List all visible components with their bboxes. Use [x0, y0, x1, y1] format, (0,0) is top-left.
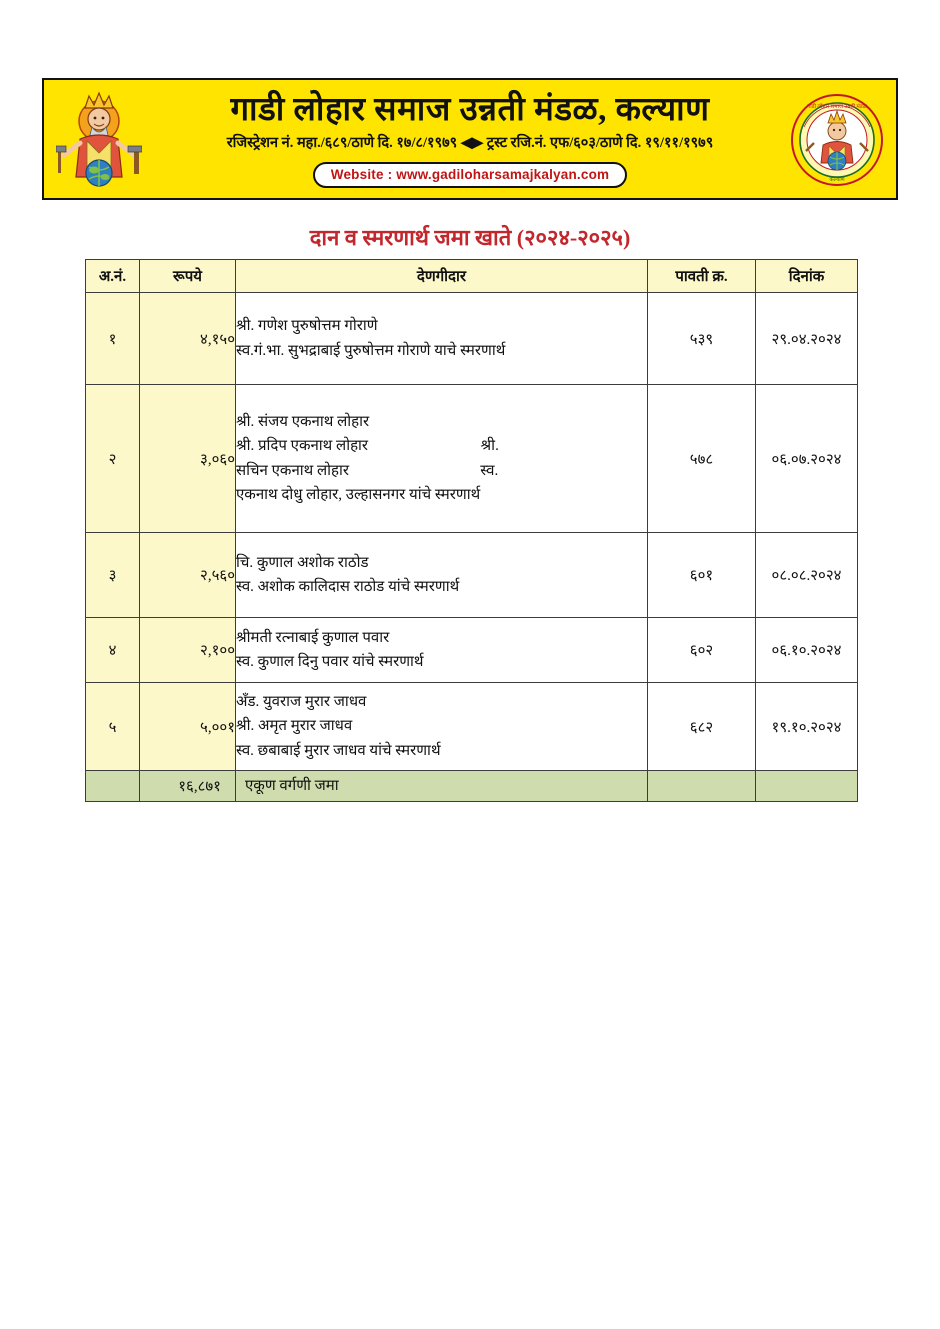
donor-line: चि. कुणाल अशोक राठोड [236, 554, 369, 571]
column-header-serial: अ.नं. [86, 260, 140, 293]
organization-header-banner [42, 78, 898, 200]
cell-date: ०८.०८.२०२४ [756, 533, 858, 618]
column-header-amount: रूपये [140, 260, 236, 293]
cell-amount: ३,०६० [140, 385, 236, 533]
donor-line: श्री. प्रदिप एकनाथ लोहार श्री. [236, 438, 499, 455]
donor-line: स्व. अशोक कालिदास राठोड यांचे स्मरणार्थ [236, 579, 460, 595]
total-amount: १६,८७१ [140, 771, 236, 802]
organization-title: गाडी लोहार समाज उन्नती मंडळ, कल्याण [230, 92, 710, 129]
donation-ledger-table [85, 259, 858, 802]
donor-line: स्व. छबाबाई मुरार जाधव यांचे स्मरणार्थ [236, 742, 441, 759]
cell-date: ०६.०७.२०२४ [756, 385, 858, 533]
cell-receipt: ५७८ [648, 385, 756, 533]
table-header-row [86, 260, 858, 293]
table-row [86, 533, 858, 618]
table-body [86, 293, 858, 802]
cell-serial: ३ [86, 533, 140, 618]
cell-receipt: ५३९ [648, 293, 756, 385]
cell-receipt: ६८२ [648, 683, 756, 771]
svg-text:गाडी लोहार समाज उन्नती मंडळ: गाडी लोहार समाज उन्नती मंडळ [807, 104, 867, 110]
cell-date: २९.०४.२०२४ [756, 293, 858, 385]
registration-line: रजिस्ट्रेशन नं. महा./६८९/ठाणे दि. १७/८/१९७९ ◀▶ ट्रस्ट रजि.नं. एफ/६०३/ठाणे दि. १९/११/१९७९ [226, 135, 714, 152]
cell-donor [236, 683, 648, 771]
donor-line: श्री. संजय एकनाथ लोहार [236, 413, 370, 430]
table-row [86, 293, 858, 385]
cell-date: १९.१०.२०२४ [756, 683, 858, 771]
cell-serial: ४ [86, 618, 140, 683]
cell-donor [236, 293, 648, 385]
cell-serial: ५ [86, 683, 140, 771]
column-header-date: दिनांक [756, 260, 858, 293]
donor-line: अँड. युवराज मुरार जाधव [236, 694, 367, 711]
donor-line: सचिन एकनाथ लोहार स्व. [236, 462, 499, 479]
cell-amount: २,१०० [140, 618, 236, 683]
cell-date: ०६.१०.२०२४ [756, 618, 858, 683]
column-header-donor: देणगीदार [236, 260, 648, 293]
website-badge[interactable]: Website : www.gadiloharsamajkalyan.com [313, 162, 627, 188]
cell-serial: १ [86, 293, 140, 385]
table-row [86, 618, 858, 683]
table-row [86, 385, 858, 533]
total-label: एकूण वर्गणी जमा [236, 771, 648, 802]
table-header [86, 260, 858, 293]
donor-line: स्व. कुणाल दिनु पवार यांचे स्मरणार्थ [236, 654, 424, 670]
vishwakarma-deity-emblem [56, 91, 142, 189]
cell-donor [236, 618, 648, 683]
page-title: दान व स्मरणार्थ जमा खाते (२०२४-२०२५) [309, 225, 631, 250]
svg-text:कल्याण: कल्याण [829, 177, 845, 183]
cell-amount: २,५६० [140, 533, 236, 618]
total-cell-date [756, 771, 858, 802]
cell-amount: ४,१५० [140, 293, 236, 385]
donor-line: स्व.गं.भा. सुभद्राबाई पुरुषोत्तम गोराणे याचे स्मरणार्थ [236, 342, 506, 359]
donation-table-container [85, 259, 857, 802]
column-header-receipt: पावती क्र. [648, 260, 756, 293]
organization-seal-logo [790, 93, 884, 187]
cell-serial: २ [86, 385, 140, 533]
table-total-row [86, 771, 858, 802]
cell-donor [236, 533, 648, 618]
cell-receipt: ६०१ [648, 533, 756, 618]
cell-donor [236, 385, 648, 533]
donor-line: श्रीमती रत्नाबाई कुणाल पवार [236, 629, 390, 646]
total-cell-serial [86, 771, 140, 802]
donor-line: श्री. अमृत मुरार जाधव [236, 718, 353, 735]
donor-line: एकनाथ दोधु लोहार, उल्हासनगर यांचे स्मरणार्थ [236, 486, 481, 503]
cell-receipt: ६०२ [648, 618, 756, 683]
donor-line: श्री. गणेश पुरुषोत्तम गोराणे [236, 318, 378, 335]
table-row [86, 683, 858, 771]
total-cell-receipt [648, 771, 756, 802]
cell-amount: ५,००१ [140, 683, 236, 771]
